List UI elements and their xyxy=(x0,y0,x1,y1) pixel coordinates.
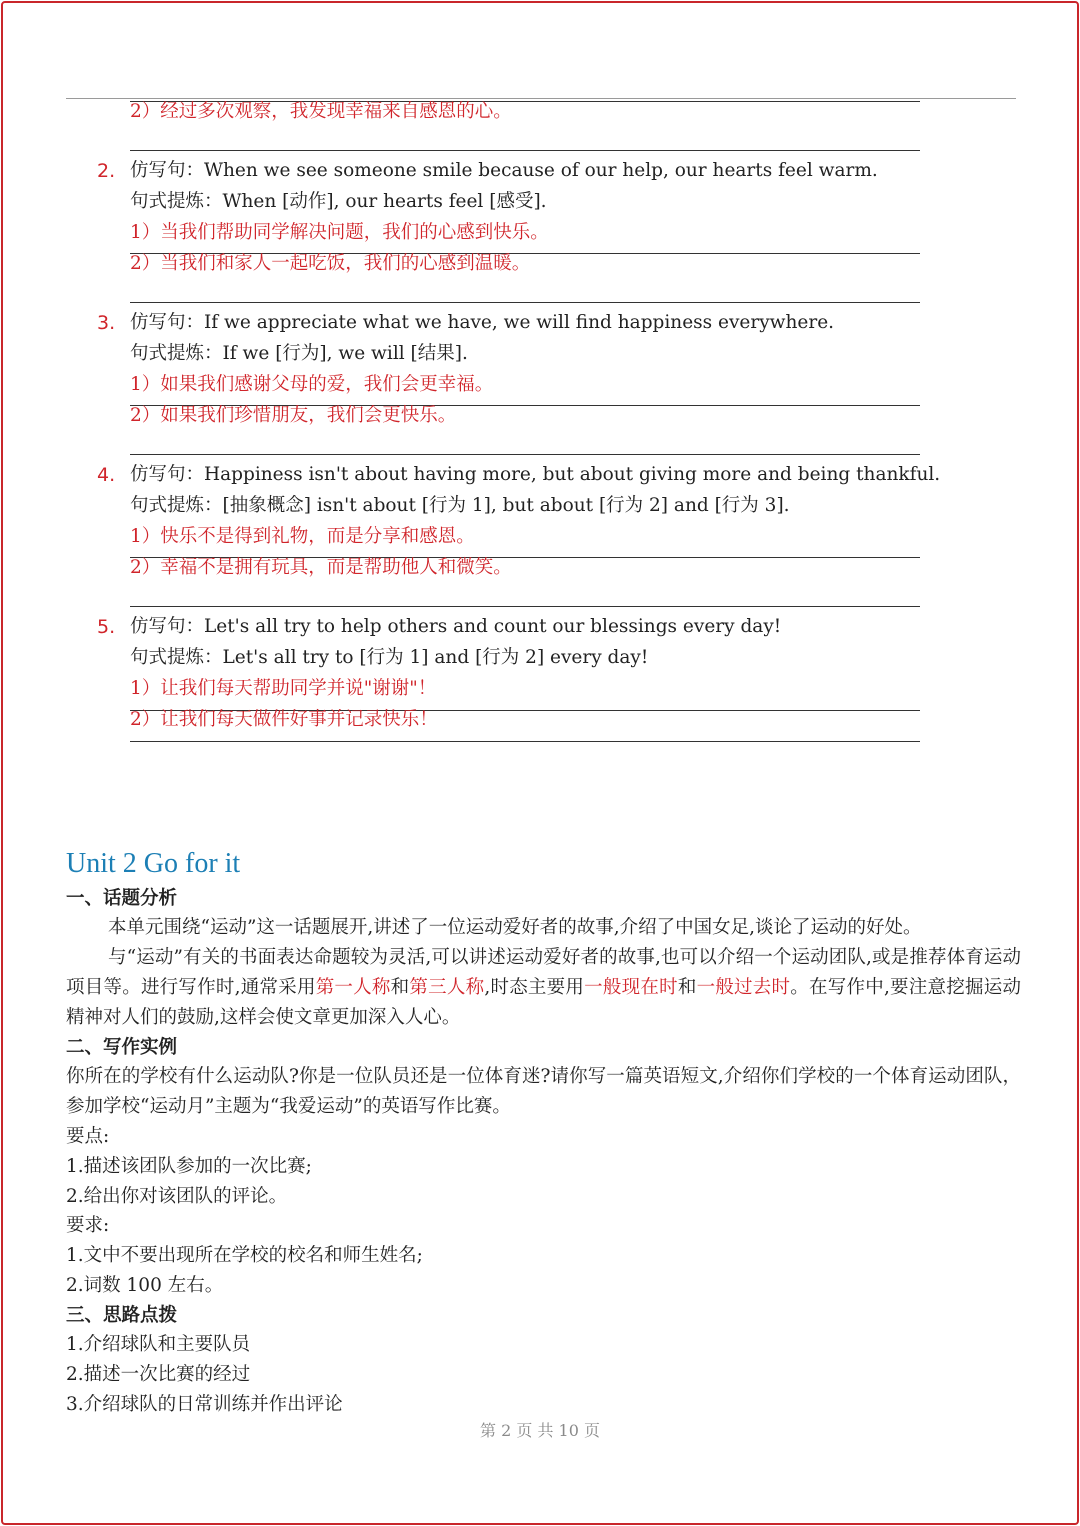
highlight-present-tense: 一般现在时 xyxy=(584,977,678,998)
text-run: ,时态主要用 xyxy=(484,977,585,998)
text-run: 与“运动”有关的书面表达命题较为灵活,可以讲述运动爱好者的故事,也可以介绍一个运动团队,或是推荐体育运动项目等。进行写作时,通常采用 xyxy=(66,947,1021,998)
answer-line: 1）当我们帮助同学解决问题，我们的心感到快乐。 xyxy=(130,222,549,243)
unit-title: Unit 2 Go for it xyxy=(66,848,241,879)
header-rule xyxy=(66,98,1016,99)
answer-underline xyxy=(130,302,920,303)
section-heading: 一、话题分析 xyxy=(66,888,178,909)
text-run: 和 xyxy=(677,977,697,998)
points-label: 要点: xyxy=(66,1126,110,1147)
page-number: 第 2 页 共 10 页 xyxy=(480,1421,600,1440)
imitation-sentence: 仿写句：If we appreciate what we have, we will find happiness everywhere. xyxy=(130,312,835,333)
imitation-sentence: 仿写句：Happiness isn't about having more, but about giving more and being thankful. xyxy=(130,464,941,485)
sentence-pattern: 句式提炼：If we [行为], we will [结果]. xyxy=(130,343,468,364)
point-item: 2.给出你对该团队的评论。 xyxy=(66,1186,288,1207)
writing-prompt: 你所在的学校有什么运动队?你是一位队员还是一位体育迷?请你写一篇英语短文,介绍你们学校的一个体育运动团队，参加学校“运动月”主题为“我爱运动”的英语写作比赛。 xyxy=(66,1066,1021,1117)
answer-underline xyxy=(130,150,920,151)
sentence-pattern: 句式提炼：When [动作], our hearts feel [感受]. xyxy=(130,191,547,212)
sentence-pattern: 句式提炼：Let's all try to [行为 1] and [行为 2] every day! xyxy=(130,647,649,668)
sentence-pattern: 句式提炼：[抽象概念] isn't about [行为 1], but about [行为 2] and [行为 3]. xyxy=(130,495,790,516)
answer-line: 1）如果我们感谢父母的爱，我们会更幸福。 xyxy=(130,374,494,395)
item-number: 3. xyxy=(97,312,116,334)
item-number: 2. xyxy=(97,160,116,182)
answer-line: 1）让我们每天帮助同学并说"谢谢"！ xyxy=(130,678,437,699)
section-heading: 二、写作实例 xyxy=(66,1037,178,1058)
text-run: 和 xyxy=(390,977,410,998)
answer-line: 2）经过多次观察，我发现幸福来自感恩的心。 xyxy=(130,101,512,122)
answer-underline xyxy=(130,606,920,607)
item-number: 4. xyxy=(97,464,116,486)
item-number: 5. xyxy=(97,616,116,638)
highlight-past-tense: 一般过去时 xyxy=(696,977,791,998)
imitation-sentence: 仿写句：When we see someone smile because of our help, our hearts feel warm. xyxy=(130,160,878,181)
section-heading: 三、思路点拨 xyxy=(66,1305,178,1326)
answer-underline xyxy=(130,454,920,455)
topic-paragraph-2 xyxy=(66,943,1021,1033)
requirement-item: 1.文中不要出现所在学校的校名和师生姓名; xyxy=(66,1245,423,1266)
step-item: 2.描述一次比赛的经过 xyxy=(66,1364,251,1385)
answer-underline xyxy=(130,741,920,742)
answer-line: 2）幸福不是拥有玩具，而是帮助他人和微笑。 xyxy=(130,557,512,578)
point-item: 1.描述该团队参加的一次比赛; xyxy=(66,1156,312,1177)
step-item: 3.介绍球队的日常训练并作出评论 xyxy=(66,1394,343,1415)
answer-line: 1）快乐不是得到礼物，而是分享和感恩。 xyxy=(130,526,475,547)
answer-line: 2）让我们每天做件好事并记录快乐！ xyxy=(130,709,438,730)
highlight-first-person: 第一人称 xyxy=(315,977,391,998)
answer-line: 2）当我们和家人一起吃饭，我们的心感到温暖。 xyxy=(130,253,531,274)
text-run: 。在写作中,要注意挖掘运动精神对人们的鼓励,这样会使文章更加深入人心。 xyxy=(66,977,1021,1028)
requirements-label: 要求: xyxy=(66,1215,110,1236)
answer-line: 2）如果我们珍惜朋友，我们会更快乐。 xyxy=(130,405,457,426)
highlight-third-person: 第三人称 xyxy=(409,977,485,998)
topic-paragraph-1: 本单元围绕“运动”这一话题展开,讲述了一位运动爱好者的故事,介绍了中国女足,谈论了运动的好处。 xyxy=(108,917,922,938)
requirement-item: 2.词数 100 左右。 xyxy=(66,1275,224,1296)
imitation-sentence: 仿写句：Let's all try to help others and count our blessings every day! xyxy=(130,616,782,637)
step-item: 1.介绍球队和主要队员 xyxy=(66,1334,251,1355)
